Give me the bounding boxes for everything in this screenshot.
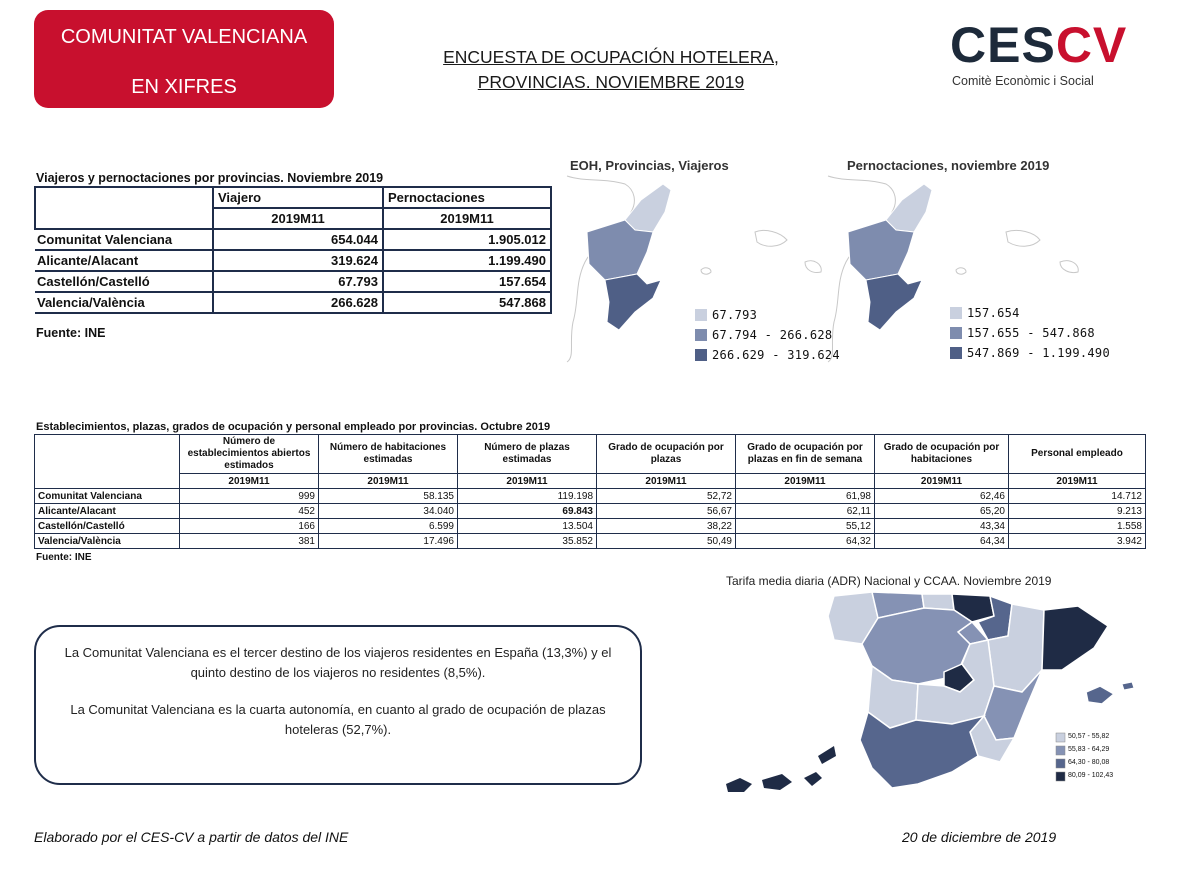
table-row [35, 534, 1146, 549]
table-row [35, 519, 1146, 534]
table-cell: 43,34 [875, 519, 1009, 534]
legend-swatch [950, 327, 962, 339]
row-name: Comunitat Valenciana [35, 489, 180, 504]
alicante-region [866, 274, 922, 330]
badge-line-1: COMUNITAT VALENCIANA [60, 26, 308, 48]
legend-swatch [1056, 759, 1065, 768]
table-cell: 3.942 [1009, 534, 1146, 549]
pernoctaciones-value: 157.654 [383, 271, 551, 292]
region-canarias-2 [762, 774, 792, 790]
table1-source: Fuente: INE [36, 326, 106, 340]
table2-header: Número de habitaciones estimadas [319, 435, 458, 474]
row-name: Alicante/Alacant [35, 504, 180, 519]
table-cell: 35.852 [458, 534, 597, 549]
region-canarias [726, 778, 752, 792]
region-andalucia [860, 712, 984, 788]
map-viajeros-title: EOH, Provincias, Viajeros [570, 158, 729, 173]
table2-period: 2019M11 [180, 474, 319, 489]
table2-header: Personal empleado [1009, 435, 1146, 474]
row-name: Castellón/Castelló [35, 271, 213, 292]
table-cell: 61,98 [736, 489, 875, 504]
viajeros-value: 654.044 [213, 229, 383, 250]
table-cell: 14.712 [1009, 489, 1146, 504]
note-paragraph-1: La Comunitat Valenciana es el tercer destino de los viajeros residentes en España (13,3%) y el quinto destino de los viajeros no residentes (8,5%). [64, 645, 612, 680]
table-cell: 17.496 [319, 534, 458, 549]
table-cell: 1.558 [1009, 519, 1146, 534]
table-cell: 64,32 [736, 534, 875, 549]
legend-swatch [1056, 746, 1065, 755]
ces-cv-logo [950, 17, 1128, 92]
title-line-1: ENCUESTA DE OCUPACIÓN HOTELERA, [443, 47, 779, 67]
table-cell: 55,12 [736, 519, 875, 534]
table2-caption: Establecimientos, plazas, grados de ocupación y personal empleado por provincias. Octubre 2019 [36, 421, 551, 433]
region-canarias-4 [818, 746, 836, 764]
legend-item: 266.629 - 319.624 [712, 348, 840, 362]
table-cell: 6.599 [319, 519, 458, 534]
summary-note [34, 625, 642, 785]
pernoctaciones-value: 1.199.490 [383, 250, 551, 271]
table1-caption: Viajeros y pernoctaciones por provincias. Noviembre 2019 [36, 171, 384, 185]
table-cell: 452 [180, 504, 319, 519]
row-name: Valencia/València [35, 292, 213, 313]
table1-period: 2019M11 [383, 208, 551, 229]
table-cell: 9.213 [1009, 504, 1146, 519]
table2-header: Grado de ocupación por plazas [597, 435, 736, 474]
note-paragraph-2: La Comunitat Valenciana es la cuarta autonomía, en cuanto al grado de ocupación de plazas hoteleras (52,7%). [70, 702, 606, 737]
table2-period: 2019M11 [319, 474, 458, 489]
table-cell: 56,67 [597, 504, 736, 519]
table-cell: 62,11 [736, 504, 875, 519]
table1-period: 2019M11 [213, 208, 383, 229]
page-title [380, 45, 842, 95]
table-cell: 38,22 [597, 519, 736, 534]
region-baleares-small [1122, 682, 1134, 690]
spain-legend-item: 55,83 - 64,29 [1068, 746, 1110, 753]
spain-legend-item: 80,09 - 102,43 [1068, 772, 1114, 779]
table-row [35, 250, 551, 271]
establishments-table [34, 434, 1146, 549]
legend-item: 67.794 - 266.628 [712, 328, 833, 342]
table-cell: 69.843 [458, 504, 597, 519]
table1-header-pernoctaciones: Pernoctaciones [383, 187, 551, 208]
table-row [35, 504, 1146, 519]
table-cell: 58.135 [319, 489, 458, 504]
table2-header: Grado de ocupación por plazas en fin de semana [736, 435, 875, 474]
table2-header: Número de establecimientos abiertos estimados [180, 435, 319, 474]
legend-swatch [695, 329, 707, 341]
table-row [35, 489, 1146, 504]
legend-item: 67.793 [712, 308, 758, 322]
map-pernoctaciones-title: Pernoctaciones, noviembre 2019 [847, 158, 1050, 173]
pernoctaciones-value: 547.868 [383, 292, 551, 313]
table-cell: 999 [180, 489, 319, 504]
legend-swatch [1056, 772, 1065, 781]
row-name: Castellón/Castelló [35, 519, 180, 534]
viajeros-value: 266.628 [213, 292, 383, 313]
region-baleares [1086, 686, 1114, 704]
table-row [35, 271, 551, 292]
row-name: Alicante/Alacant [35, 250, 213, 271]
legend-swatch [695, 309, 707, 321]
viajeros-value: 67.793 [213, 271, 383, 292]
table-cell: 64,34 [875, 534, 1009, 549]
table-cell: 34.040 [319, 504, 458, 519]
table-cell: 50,49 [597, 534, 736, 549]
legend-swatch [695, 349, 707, 361]
footer-date: 20 de diciembre de 2019 [902, 829, 1057, 845]
table2-period: 2019M11 [597, 474, 736, 489]
spain-legend-item: 50,57 - 55,82 [1068, 733, 1110, 740]
logo-cv-text: CV [1055, 17, 1128, 73]
table-cell: 65,20 [875, 504, 1009, 519]
badge-line-2: EN XIFRES [131, 76, 237, 98]
footer-credit: Elaborado por el CES-CV a partir de datos del INE [34, 829, 349, 845]
row-name: Comunitat Valenciana [37, 232, 173, 247]
legend-item: 157.655 - 547.868 [967, 326, 1095, 340]
table-row [35, 292, 551, 313]
spain-legend-item: 64,30 - 80,08 [1068, 759, 1110, 766]
table2-period: 2019M11 [1009, 474, 1146, 489]
viajeros-value: 319.624 [213, 250, 383, 271]
legend-swatches [695, 309, 707, 361]
region-canarias-3 [804, 772, 822, 786]
table2-corner-cell [35, 435, 180, 489]
region-cataluna [1042, 606, 1108, 670]
logo-subtitle: Comitè Econòmic i Social [952, 74, 1094, 88]
legend-swatch [950, 307, 962, 319]
table-cell: 166 [180, 519, 319, 534]
legend-swatches [950, 307, 962, 359]
table2-source: Fuente: INE [36, 552, 92, 563]
table-cell: 119.198 [458, 489, 597, 504]
header-badge [34, 10, 334, 108]
legend-item: 157.654 [967, 306, 1020, 320]
table-cell: 62,46 [875, 489, 1009, 504]
map-spain-title: Tarifa media diaria (ADR) Nacional y CCAA. Noviembre 2019 [726, 574, 1052, 588]
table1-header-viajero: Viajero [213, 187, 383, 208]
table2-period: 2019M11 [458, 474, 597, 489]
alicante-region [605, 274, 661, 330]
travellers-table [34, 186, 552, 314]
table2-period: 2019M11 [736, 474, 875, 489]
pernoctaciones-value: 1.905.012 [383, 229, 551, 250]
table-cell: 381 [180, 534, 319, 549]
title-line-2: PROVINCIAS. NOVIEMBRE 2019 [477, 72, 745, 92]
legend-swatch [950, 347, 962, 359]
table-row [35, 229, 551, 250]
table1-corner-cell [35, 187, 213, 229]
table2-header: Número de plazas estimadas [458, 435, 597, 474]
legend-item: 547.869 - 1.199.490 [967, 346, 1110, 360]
row-name: Valencia/València [35, 534, 180, 549]
logo-ces-text: CES [950, 17, 1056, 73]
table-cell: 13.504 [458, 519, 597, 534]
table2-header: Grado de ocupación por habitaciones [875, 435, 1009, 474]
table2-period: 2019M11 [875, 474, 1009, 489]
legend-swatch [1056, 733, 1065, 742]
table-cell: 52,72 [597, 489, 736, 504]
